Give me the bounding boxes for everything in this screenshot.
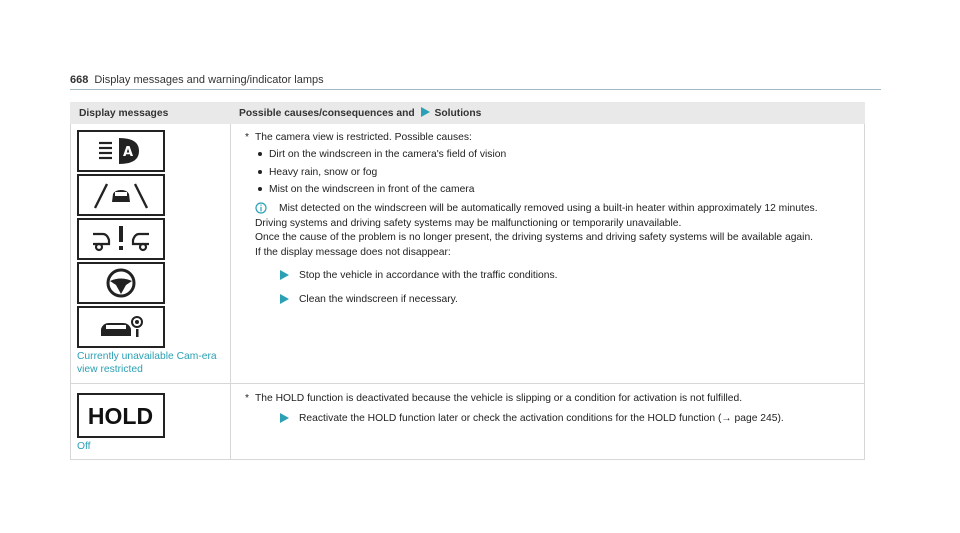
arrow-icon [279, 270, 289, 280]
hold-icon [77, 393, 165, 438]
messages-table [70, 102, 865, 460]
steering-wheel-icon [77, 262, 165, 304]
note [255, 202, 852, 215]
arrow-icon [279, 294, 289, 304]
row2-text-cell [231, 383, 865, 459]
col2-header-text: Possible causes/consequences and [239, 108, 415, 120]
table-header-row [71, 103, 865, 124]
step-item [279, 412, 852, 425]
table-row [71, 383, 865, 459]
svg-text:A: A [123, 145, 134, 160]
list-item: Heavy rain, snow or fog [269, 166, 852, 179]
row2-caption: Off [77, 440, 91, 452]
asterisk-icon: * [245, 132, 250, 143]
hold-icon-text: HOLD [87, 402, 154, 429]
causes-list [245, 148, 852, 196]
col1-header: Display messages [71, 103, 231, 124]
step-text: Stop the vehicle in accordance with the traffic conditions. [299, 270, 558, 282]
list-item: Mist on the windscreen in front of the camera [269, 183, 852, 196]
note-text: Mist detected on the windscreen will be automatically removed using a built-in heater within approximately 12 minutes. [279, 202, 818, 214]
header-divider [70, 89, 881, 90]
row2-icons-cell [71, 383, 231, 459]
lane-assist-icon [77, 174, 165, 216]
arrow-icon [420, 107, 430, 117]
row2-intro-text: The HOLD function is deactivated because the vehicle is slipping or a condition for activation is not fulfilled. [255, 392, 743, 404]
row1-para3: If the display message does not disappear: [255, 246, 451, 258]
row1-text-cell [231, 124, 865, 384]
row1-intro [245, 131, 852, 144]
driving-assist-camera-icon [77, 306, 165, 348]
row1-para2: Once the cause of the problem is no longer present, the driving systems and driving safety systems will be available again. [255, 232, 814, 244]
arrow-icon [279, 413, 289, 423]
list-item: Dirt on the windscreen in the camera's field of vision [269, 148, 852, 161]
col2-header [231, 103, 865, 124]
table-row [71, 124, 865, 384]
traffic-sign-assist-icon [77, 218, 165, 260]
row1-icons-cell [71, 124, 231, 384]
page-title: Display messages and warning/indicator lamps [94, 74, 324, 86]
row2-intro [245, 392, 852, 405]
step-text: Reactivate the HOLD function later or check the activation conditions for the HOLD function (→ page 245). [299, 413, 784, 425]
step-text: Clean the windscreen if necessary. [299, 293, 458, 305]
asterisk-icon: * [245, 392, 250, 404]
row1-para1: Driving systems and driving safety systems may be malfunctioning or temporarily unavailable. [255, 218, 682, 230]
step-item [279, 293, 852, 306]
step-item [279, 269, 852, 282]
info-icon [255, 202, 267, 214]
row1-caption: Currently unavailable Cam-era view restricted [77, 351, 217, 376]
steps [245, 269, 852, 306]
row1-intro-text: The camera view is restricted. Possible causes: [255, 132, 472, 143]
page-number: 668 [70, 74, 89, 86]
page-header [70, 74, 324, 86]
headlamp-auto-icon [77, 130, 165, 172]
col2-header-suffix: Solutions [434, 108, 482, 120]
